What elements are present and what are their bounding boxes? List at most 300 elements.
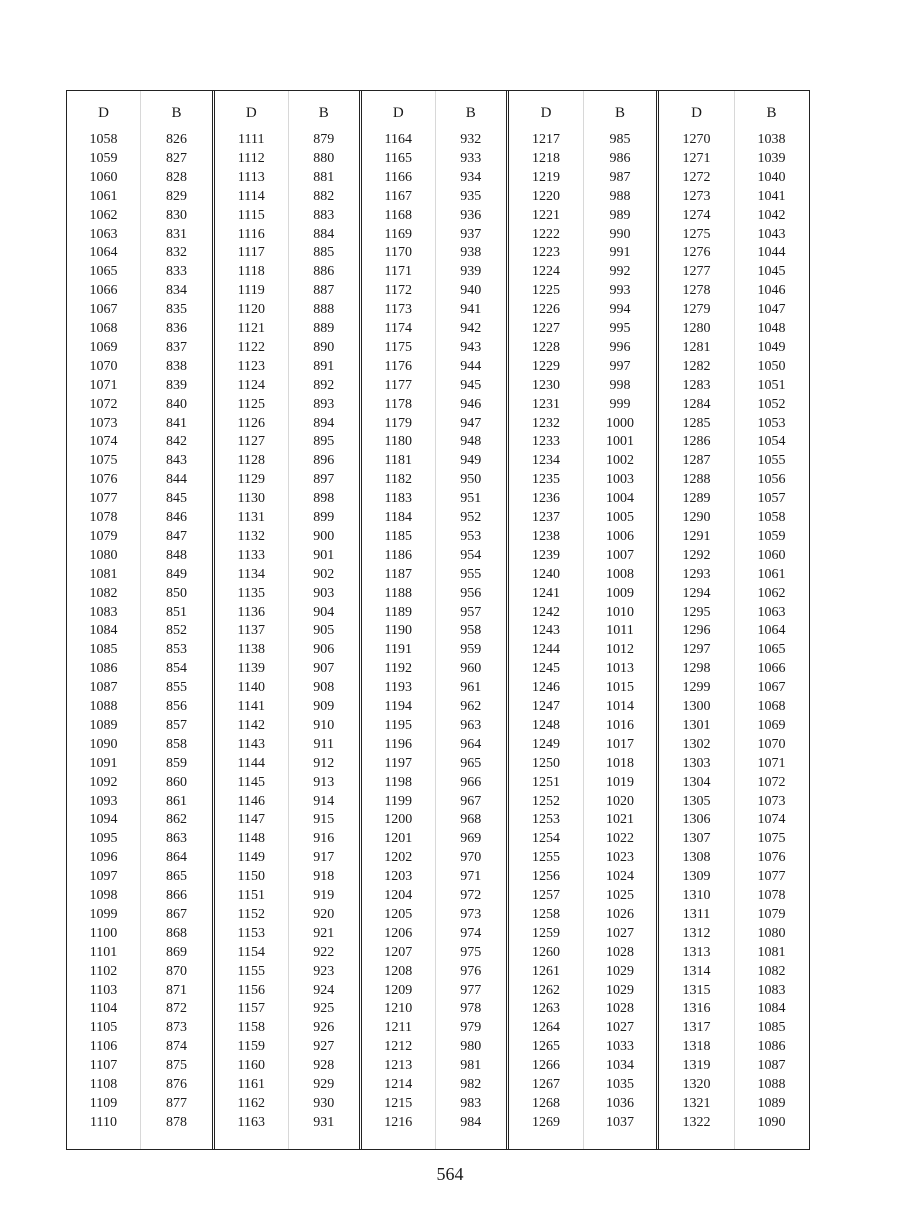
cell-d-value: 1152 xyxy=(237,906,265,922)
cell-d-value: 1061 xyxy=(89,188,118,204)
cell-d-value: 1074 xyxy=(89,434,118,450)
cell-b-value: 950 xyxy=(460,472,482,488)
cell-b-value: 934 xyxy=(460,169,482,185)
cell-b-value: 935 xyxy=(460,188,482,204)
cell-b-value: 1056 xyxy=(757,472,786,488)
cell-b-value: 923 xyxy=(313,963,335,979)
cell-d-value: 1154 xyxy=(237,944,265,960)
cell-d-value: 1170 xyxy=(384,245,412,261)
cell-b-value: 827 xyxy=(166,150,187,166)
cell-d-value: 1070 xyxy=(89,358,118,374)
cell-b-value: 903 xyxy=(313,585,335,601)
cell-b-value: 1080 xyxy=(757,925,786,941)
cell-d-value: 1115 xyxy=(237,207,265,223)
cell-d-value: 1076 xyxy=(89,472,118,488)
cell-b-value: 961 xyxy=(460,680,482,696)
column-header: B xyxy=(171,105,182,121)
cell-d-value: 1193 xyxy=(384,680,412,696)
cell-b-value: 1022 xyxy=(606,831,634,847)
column-header: D xyxy=(98,105,109,121)
cell-d-value: 1058 xyxy=(89,132,118,147)
cell-b-value: 979 xyxy=(460,1020,482,1036)
cell-b-value: 898 xyxy=(313,491,335,507)
cell-b-value: 1048 xyxy=(757,321,786,336)
cell-d-value: 1282 xyxy=(682,358,711,374)
cell-d-value: 1172 xyxy=(384,283,412,299)
cell-d-value: 1108 xyxy=(89,1077,118,1092)
cell-d-value: 1095 xyxy=(89,831,118,847)
column-b xyxy=(435,91,508,1149)
cell-d-value: 1209 xyxy=(384,982,413,998)
cell-b-value: 1049 xyxy=(757,339,786,355)
column-header: D xyxy=(392,105,404,121)
cell-d-value: 1149 xyxy=(237,850,265,866)
cell-b-value: 1082 xyxy=(757,963,786,979)
cell-b-value: 844 xyxy=(166,472,187,488)
cell-d-value: 1305 xyxy=(682,793,711,809)
cell-b-value: 1050 xyxy=(757,358,786,374)
cell-d-value: 1088 xyxy=(89,699,118,714)
cell-d-value: 1320 xyxy=(682,1077,711,1092)
cell-b-value: 1035 xyxy=(606,1077,634,1092)
cell-b-value: 993 xyxy=(609,283,631,299)
cell-b-value: 939 xyxy=(460,264,482,280)
cell-b-value: 1017 xyxy=(606,736,634,752)
cell-d-value: 1259 xyxy=(532,925,560,941)
cell-b-value: 886 xyxy=(313,264,335,280)
cell-b-value: 835 xyxy=(166,302,187,318)
cell-b-value: 955 xyxy=(460,566,482,582)
cell-b-value: 1068 xyxy=(757,699,786,714)
cell-d-value: 1264 xyxy=(532,1020,560,1036)
cell-d-value: 1082 xyxy=(89,585,118,601)
cell-d-value: 1294 xyxy=(682,585,711,601)
cell-b-value: 1060 xyxy=(757,547,786,563)
cell-b-value: 1073 xyxy=(757,793,786,809)
cell-d-value: 1203 xyxy=(384,869,413,885)
cell-d-value: 1308 xyxy=(682,850,711,866)
cell-b-value: 976 xyxy=(460,963,482,979)
cell-d-value: 1292 xyxy=(682,547,711,563)
table-group-3 xyxy=(362,91,507,1149)
cell-d-value: 1142 xyxy=(237,717,265,733)
cell-d-value: 1066 xyxy=(89,283,118,299)
cell-d-value: 1198 xyxy=(384,774,412,790)
table-group-5 xyxy=(659,91,809,1149)
cell-d-value: 1244 xyxy=(532,642,560,658)
cell-b-value: 1041 xyxy=(757,188,786,204)
cell-b-value: 867 xyxy=(166,906,187,922)
cell-d-value: 1232 xyxy=(532,415,560,431)
cell-d-value: 1208 xyxy=(384,963,413,979)
cell-b-value: 970 xyxy=(460,850,482,866)
cell-b-value: 899 xyxy=(313,510,335,525)
cell-d-value: 1165 xyxy=(384,150,412,166)
cell-b-value: 995 xyxy=(609,321,631,336)
cell-d-value: 1119 xyxy=(237,283,265,299)
column-d xyxy=(215,91,288,1149)
cell-d-value: 1096 xyxy=(89,850,118,866)
cell-d-value: 1215 xyxy=(384,1095,413,1111)
cell-d-value: 1068 xyxy=(89,321,118,336)
cell-d-value: 1084 xyxy=(89,623,118,639)
cell-b-value: 925 xyxy=(313,1001,335,1017)
cell-d-value: 1243 xyxy=(532,623,560,639)
column-d xyxy=(509,91,583,1149)
table-group-2 xyxy=(215,91,360,1149)
cell-b-value: 905 xyxy=(313,623,335,639)
cell-b-value: 830 xyxy=(166,207,187,223)
cell-d-value: 1218 xyxy=(532,150,560,166)
cell-b-value: 1000 xyxy=(606,415,634,431)
cell-b-value: 956 xyxy=(460,585,482,601)
cell-b-value: 954 xyxy=(460,547,482,563)
cell-b-value: 914 xyxy=(313,793,335,809)
cell-b-value: 1011 xyxy=(606,623,634,639)
cell-b-value: 944 xyxy=(460,358,482,374)
cell-b-value: 1042 xyxy=(757,207,786,223)
cell-d-value: 1162 xyxy=(237,1095,265,1111)
cell-d-value: 1079 xyxy=(89,528,118,544)
cell-b-value: 1014 xyxy=(606,699,634,714)
cell-d-value: 1225 xyxy=(532,283,560,299)
cell-b-value: 853 xyxy=(166,642,187,658)
cell-d-value: 1086 xyxy=(89,661,118,677)
cell-b-value: 877 xyxy=(166,1095,187,1111)
cell-d-value: 1185 xyxy=(384,528,412,544)
cell-d-value: 1101 xyxy=(89,944,118,960)
cell-b-value: 1089 xyxy=(757,1095,786,1111)
cell-d-value: 1085 xyxy=(89,642,118,658)
cell-d-value: 1098 xyxy=(89,888,118,903)
cell-b-value: 851 xyxy=(166,604,187,620)
cell-d-value: 1268 xyxy=(532,1095,560,1111)
cell-d-value: 1140 xyxy=(237,680,265,696)
cell-b-value: 983 xyxy=(460,1095,482,1111)
cell-b-value: 981 xyxy=(460,1058,482,1074)
cell-b-value: 941 xyxy=(460,302,482,318)
cell-b-value: 1087 xyxy=(757,1058,786,1074)
cell-d-value: 1296 xyxy=(682,623,711,639)
cell-b-value: 843 xyxy=(166,453,187,469)
cell-b-value: 942 xyxy=(460,321,482,336)
cell-d-value: 1313 xyxy=(682,944,711,960)
cell-d-value: 1094 xyxy=(89,812,118,828)
cell-d-value: 1278 xyxy=(682,283,711,299)
cell-b-value: 845 xyxy=(166,491,187,507)
cell-d-value: 1290 xyxy=(682,510,711,525)
cell-b-value: 999 xyxy=(609,396,631,412)
cell-b-value: 940 xyxy=(460,283,482,299)
cell-d-value: 1071 xyxy=(89,377,118,393)
cell-b-value: 948 xyxy=(460,434,482,450)
cell-d-value: 1224 xyxy=(532,264,560,280)
cell-d-value: 1293 xyxy=(682,566,711,582)
cell-b-value: 901 xyxy=(313,547,335,563)
cell-b-value: 927 xyxy=(313,1039,335,1055)
cell-d-value: 1161 xyxy=(237,1077,265,1092)
cell-b-value: 894 xyxy=(313,415,335,431)
cell-d-value: 1210 xyxy=(384,1001,413,1017)
cell-d-value: 1148 xyxy=(237,831,265,847)
cell-d-value: 1269 xyxy=(532,1114,560,1130)
cell-b-value: 986 xyxy=(609,150,631,166)
cell-b-value: 1034 xyxy=(606,1058,634,1074)
cell-b-value: 928 xyxy=(313,1058,335,1074)
cell-b-value: 828 xyxy=(166,169,187,185)
cell-b-value: 1008 xyxy=(606,566,634,582)
cell-b-value: 907 xyxy=(313,661,335,677)
cell-d-value: 1286 xyxy=(682,434,711,450)
cell-d-value: 1131 xyxy=(237,510,265,525)
cell-b-value: 1027 xyxy=(606,1020,634,1036)
cell-b-value: 863 xyxy=(166,831,187,847)
cell-b-value: 1078 xyxy=(757,888,786,903)
column-b xyxy=(288,91,361,1149)
cell-d-value: 1200 xyxy=(384,812,413,828)
column-header: B xyxy=(614,105,625,121)
cell-b-value: 887 xyxy=(313,283,335,299)
cell-d-value: 1059 xyxy=(89,150,118,166)
cell-d-value: 1117 xyxy=(237,245,265,261)
cell-b-value: 888 xyxy=(313,302,335,318)
cell-d-value: 1178 xyxy=(384,396,412,412)
cell-b-value: 936 xyxy=(460,207,482,223)
cell-d-value: 1174 xyxy=(384,321,412,336)
cell-d-value: 1228 xyxy=(532,339,560,355)
cell-b-value: 1062 xyxy=(757,585,786,601)
cell-d-value: 1173 xyxy=(384,302,412,318)
cell-d-value: 1319 xyxy=(682,1058,711,1074)
column-header: D xyxy=(245,105,257,121)
cell-b-value: 967 xyxy=(460,793,482,809)
cell-b-value: 856 xyxy=(166,699,187,714)
cell-b-value: 977 xyxy=(460,982,482,998)
cell-d-value: 1287 xyxy=(682,453,711,469)
cell-b-value: 1028 xyxy=(606,944,634,960)
cell-d-value: 1307 xyxy=(682,831,711,847)
cell-d-value: 1141 xyxy=(237,699,265,714)
cell-d-value: 1181 xyxy=(384,453,412,469)
cell-d-value: 1186 xyxy=(384,547,412,563)
cell-d-value: 1298 xyxy=(682,661,711,677)
cell-b-value: 902 xyxy=(313,566,335,582)
cell-d-value: 1189 xyxy=(384,604,412,620)
cell-d-value: 1151 xyxy=(237,888,265,903)
cell-b-value: 1058 xyxy=(757,510,786,525)
cell-b-value: 1066 xyxy=(757,661,786,677)
cell-d-value: 1183 xyxy=(384,491,412,507)
cell-d-value: 1238 xyxy=(532,528,560,544)
cell-b-value: 991 xyxy=(609,245,631,261)
cell-d-value: 1277 xyxy=(682,264,711,280)
cell-b-value: 933 xyxy=(460,150,482,166)
cell-b-value: 837 xyxy=(166,339,187,355)
cell-d-value: 1230 xyxy=(532,377,560,393)
cell-d-value: 1176 xyxy=(384,358,412,374)
cell-d-value: 1265 xyxy=(532,1039,560,1055)
cell-d-value: 1144 xyxy=(237,755,265,771)
cell-b-value: 929 xyxy=(313,1077,335,1092)
cell-d-value: 1113 xyxy=(237,169,265,185)
cell-b-value: 1012 xyxy=(606,642,634,658)
cell-b-value: 832 xyxy=(166,245,187,261)
cell-d-value: 1073 xyxy=(89,415,118,431)
cell-d-value: 1169 xyxy=(384,226,412,242)
cell-d-value: 1321 xyxy=(682,1095,711,1111)
cell-d-value: 1250 xyxy=(532,755,560,771)
cell-d-value: 1246 xyxy=(532,680,560,696)
cell-b-value: 1046 xyxy=(757,283,786,299)
cell-d-value: 1103 xyxy=(89,982,118,998)
column-header: B xyxy=(766,105,777,121)
cell-d-value: 1256 xyxy=(532,869,560,885)
cell-b-value: 1018 xyxy=(606,755,634,771)
cell-b-value: 1064 xyxy=(757,623,786,639)
cell-d-value: 1304 xyxy=(682,774,711,790)
cell-d-value: 1137 xyxy=(237,623,265,639)
cell-d-value: 1138 xyxy=(237,642,265,658)
cell-b-value: 1023 xyxy=(606,850,634,866)
cell-d-value: 1156 xyxy=(237,982,265,998)
cell-d-value: 1254 xyxy=(532,831,560,847)
cell-b-value: 872 xyxy=(166,1001,187,1017)
cell-b-value: 1063 xyxy=(757,604,786,620)
cell-d-value: 1237 xyxy=(532,510,560,525)
cell-b-value: 959 xyxy=(460,642,482,658)
cell-d-value: 1104 xyxy=(89,1001,118,1017)
cell-b-value: 1085 xyxy=(757,1020,786,1036)
cell-d-value: 1295 xyxy=(682,604,711,620)
cell-b-value: 840 xyxy=(166,396,187,412)
cell-d-value: 1091 xyxy=(89,755,118,771)
cell-b-value: 997 xyxy=(609,358,631,374)
cell-b-value: 924 xyxy=(313,982,335,998)
cell-d-value: 1315 xyxy=(682,982,711,998)
cell-b-value: 1039 xyxy=(757,150,786,166)
cell-b-value: 864 xyxy=(166,850,187,866)
cell-d-value: 1222 xyxy=(532,226,560,242)
cell-b-value: 849 xyxy=(166,566,187,582)
table-group-1 xyxy=(67,91,213,1149)
cell-d-value: 1171 xyxy=(384,264,412,280)
cell-d-value: 1116 xyxy=(237,226,265,242)
cell-b-value: 1051 xyxy=(757,377,786,393)
cell-d-value: 1180 xyxy=(384,434,412,450)
cell-d-value: 1160 xyxy=(237,1058,265,1074)
cell-b-value: 1026 xyxy=(606,906,634,922)
cell-d-value: 1213 xyxy=(384,1058,413,1074)
cell-d-value: 1252 xyxy=(532,793,560,809)
cell-b-value: 1057 xyxy=(757,491,786,507)
cell-d-value: 1114 xyxy=(237,188,265,204)
cell-b-value: 1036 xyxy=(606,1095,634,1111)
cell-b-value: 879 xyxy=(313,132,335,147)
cell-d-value: 1182 xyxy=(384,472,412,488)
cell-b-value: 859 xyxy=(166,755,187,771)
cell-b-value: 916 xyxy=(313,831,335,847)
cell-b-value: 869 xyxy=(166,944,187,960)
cell-d-value: 1164 xyxy=(384,132,412,147)
cell-d-value: 1078 xyxy=(89,510,118,525)
cell-d-value: 1212 xyxy=(384,1039,413,1055)
cell-d-value: 1229 xyxy=(532,358,560,374)
cell-b-value: 1005 xyxy=(606,510,634,525)
cell-d-value: 1300 xyxy=(682,699,711,714)
cell-d-value: 1155 xyxy=(237,963,265,979)
cell-b-value: 883 xyxy=(313,207,335,223)
cell-d-value: 1083 xyxy=(89,604,118,620)
cell-b-value: 1055 xyxy=(757,453,786,469)
cell-b-value: 882 xyxy=(313,188,335,204)
cell-b-value: 1075 xyxy=(757,831,786,847)
cell-b-value: 963 xyxy=(460,717,482,733)
cell-d-value: 1303 xyxy=(682,755,711,771)
cell-d-value: 1311 xyxy=(682,906,711,922)
cell-d-value: 1251 xyxy=(532,774,560,790)
cell-b-value: 831 xyxy=(166,226,187,242)
cell-d-value: 1301 xyxy=(682,717,711,733)
cell-b-value: 1065 xyxy=(757,642,786,658)
cell-b-value: 926 xyxy=(313,1020,335,1036)
cell-d-value: 1299 xyxy=(682,680,711,696)
column-d xyxy=(659,91,734,1149)
cell-d-value: 1302 xyxy=(682,736,711,752)
cell-d-value: 1135 xyxy=(237,585,265,601)
cell-b-value: 945 xyxy=(460,377,482,393)
cell-d-value: 1179 xyxy=(384,415,412,431)
cell-b-value: 1002 xyxy=(606,453,634,469)
cell-b-value: 871 xyxy=(166,982,187,998)
cell-d-value: 1081 xyxy=(89,566,118,582)
cell-d-value: 1077 xyxy=(89,491,118,507)
cell-d-value: 1197 xyxy=(384,755,412,771)
cell-b-value: 1044 xyxy=(757,245,786,261)
cell-b-value: 893 xyxy=(313,396,335,412)
cell-d-value: 1067 xyxy=(89,302,118,318)
cell-d-value: 1133 xyxy=(237,547,265,563)
column-header: D xyxy=(540,105,552,121)
cell-b-value: 861 xyxy=(166,793,187,809)
cell-b-value: 866 xyxy=(166,888,187,903)
cell-b-value: 988 xyxy=(609,188,631,204)
cell-d-value: 1201 xyxy=(384,831,413,847)
cell-d-value: 1214 xyxy=(384,1077,413,1092)
cell-b-value: 848 xyxy=(166,547,187,563)
cell-b-value: 865 xyxy=(166,869,187,885)
cell-b-value: 858 xyxy=(166,736,187,752)
cell-d-value: 1177 xyxy=(384,377,412,393)
cell-d-value: 1249 xyxy=(532,736,560,752)
cell-d-value: 1089 xyxy=(89,717,118,733)
cell-d-value: 1168 xyxy=(384,207,412,223)
cell-d-value: 1145 xyxy=(237,774,265,790)
cell-d-value: 1139 xyxy=(237,661,265,677)
cell-d-value: 1112 xyxy=(237,150,265,166)
cell-b-value: 989 xyxy=(609,207,631,223)
cell-b-value: 904 xyxy=(313,604,335,620)
cell-b-value: 836 xyxy=(166,321,187,336)
cell-b-value: 952 xyxy=(460,510,482,525)
page-number: 564 xyxy=(436,1164,464,1184)
cell-b-value: 1045 xyxy=(757,264,786,280)
cell-d-value: 1107 xyxy=(89,1058,118,1074)
cell-b-value: 834 xyxy=(166,283,187,299)
cell-b-value: 978 xyxy=(460,1001,482,1017)
cell-b-value: 990 xyxy=(609,226,631,242)
cell-d-value: 1257 xyxy=(532,888,560,903)
cell-d-value: 1258 xyxy=(532,906,560,922)
